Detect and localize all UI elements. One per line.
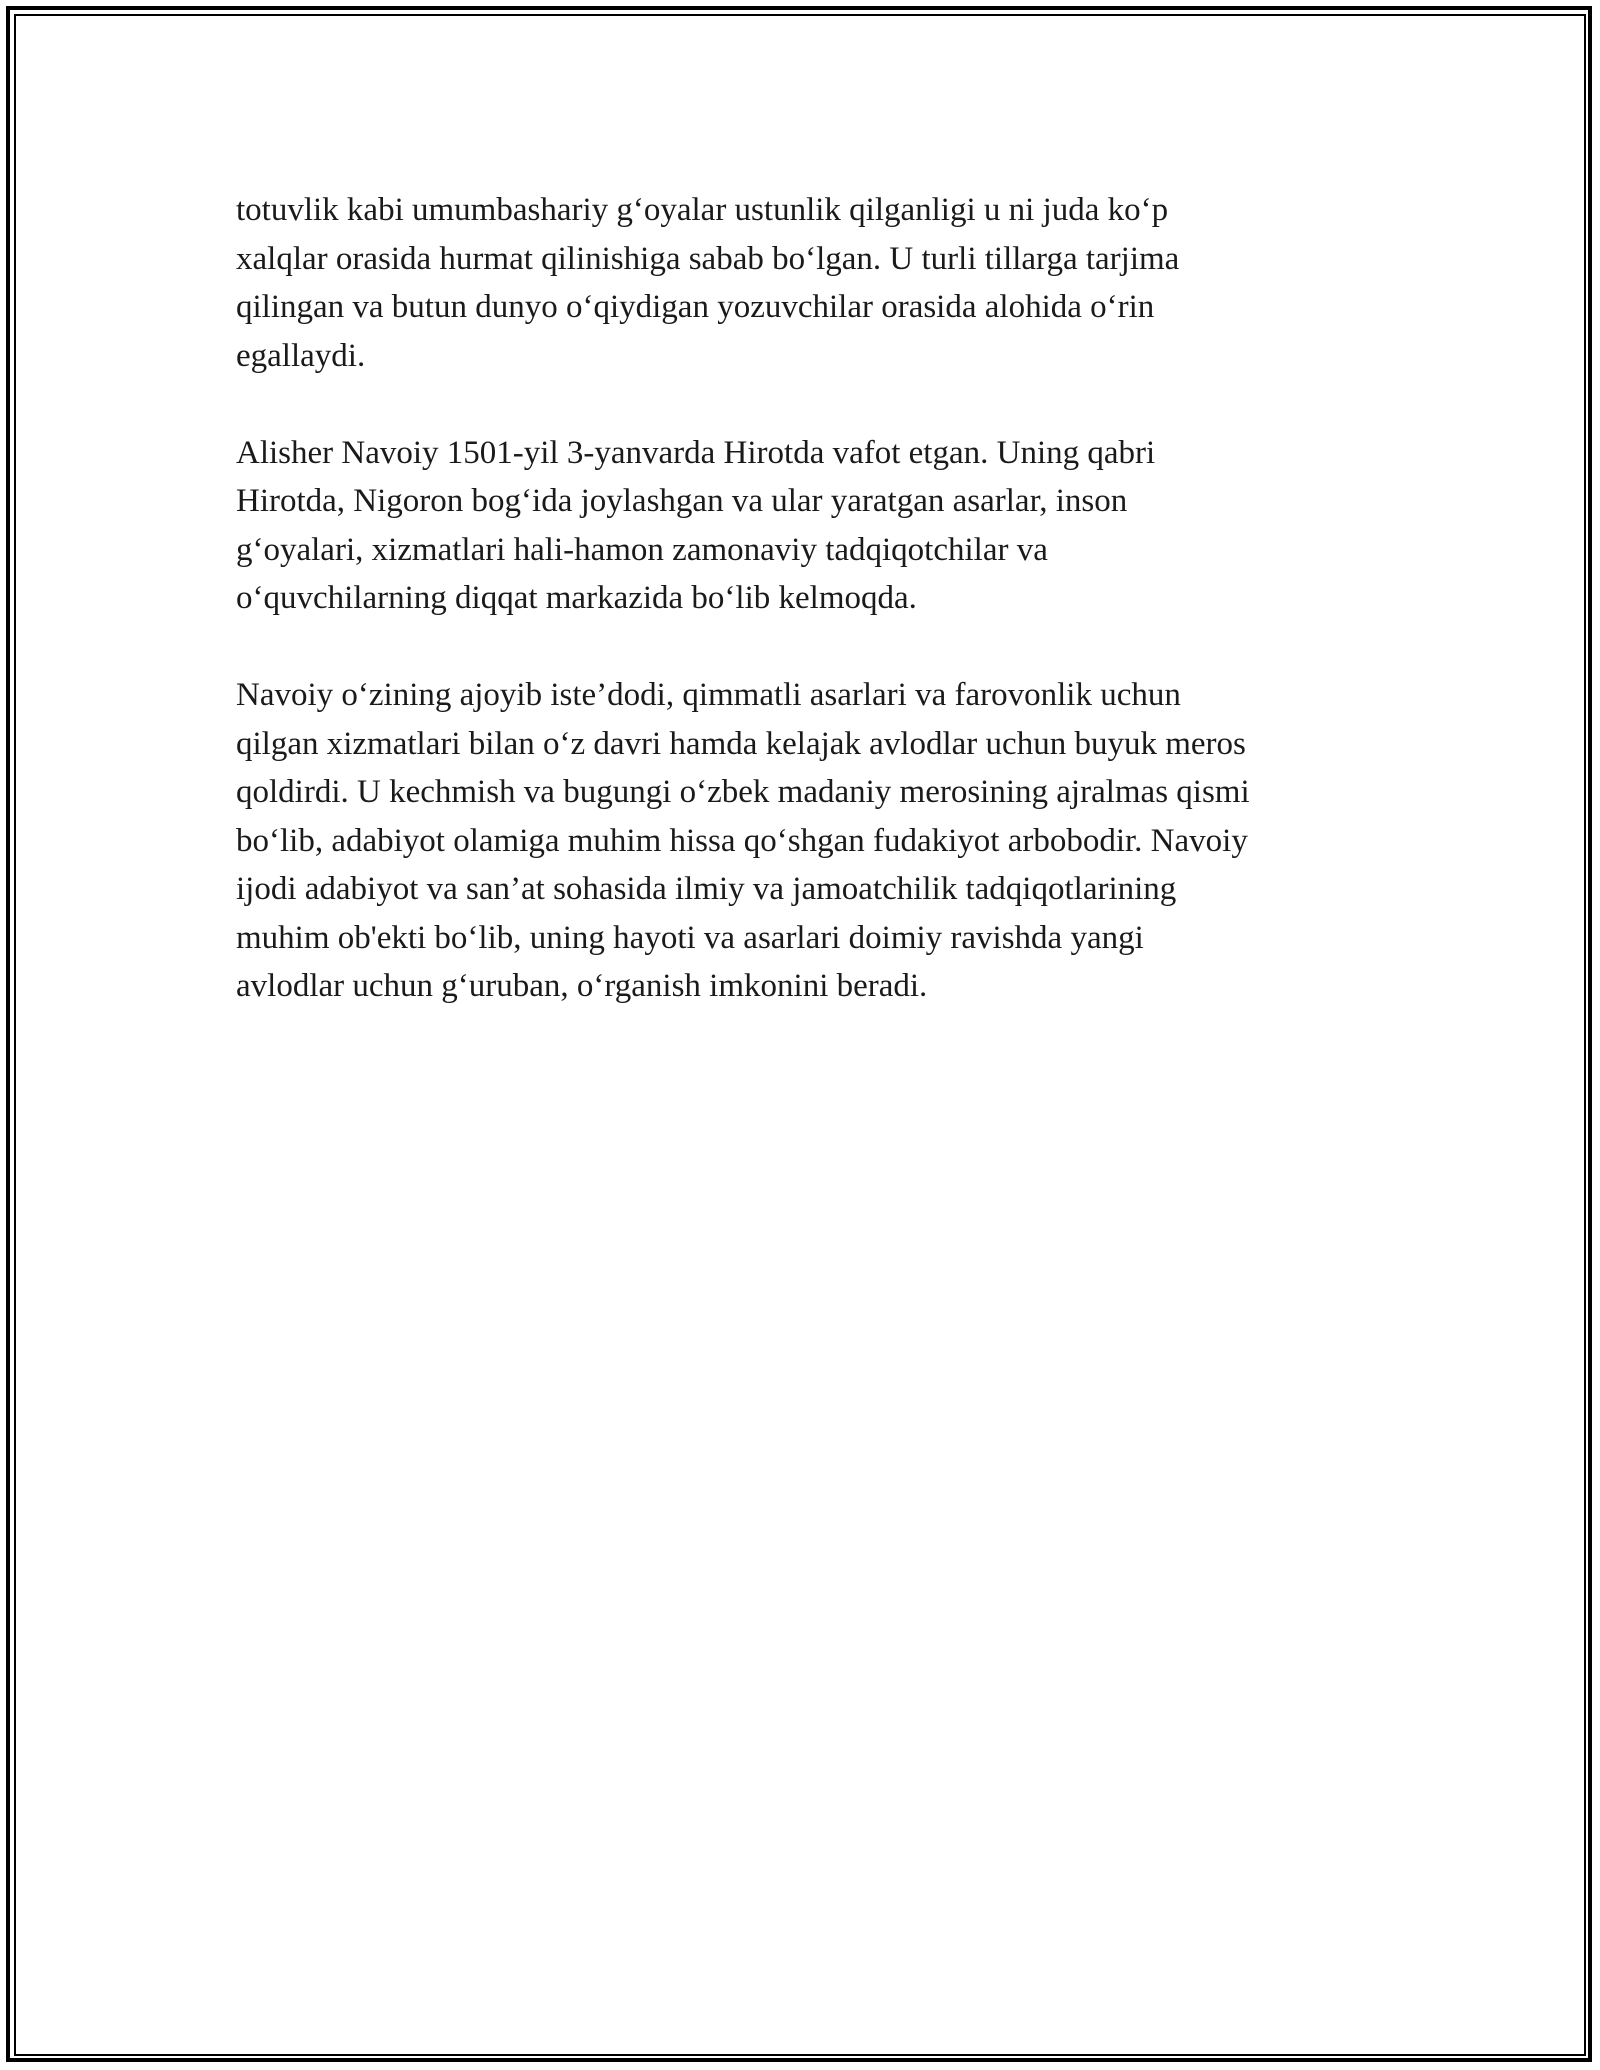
paragraph-3: Navoiy o‘zining ajoyib iste’dodi, qimmatli asarlari va farovonlik uchun qilgan xizmatlari bilan o‘z davri hamda kelajak avlodlar uchun buyuk meros qoldirdi. U kechmish va bugungi o‘zbek madaniy merosining ajralmas qismi bo‘lib, adabiyot olamiga muhim hissa qo‘shgan fudakiyot arbobodir. Navoiy ijodi adabiyot va san’at sohasida ilmiy va jamoatchilik tadqiqotlarining muhim ob'ekti bo‘lib, uning hayoti va asarlari doimiy ravishda yangi avlodlar uchun g‘uruban, o‘rganish imkonini beradi.	[236, 677, 1250, 1004]
paragraph-2: Alisher Navoiy 1501-yil 3-yanvarda Hirotda vafot etgan. Uning qabri Hirotda, Nigoron bog‘ida joylashgan va ular yaratgan asarlar, inson g‘oyalari, xizmatlari hali-hamon zamonaviy tadqiqotchilar va o‘quvchilarning diqqat markazida bo‘lib kelmoqda.	[236, 434, 1156, 616]
paragraph-1: totuvlik kabi umumbashariy g‘oyalar ustunlik qilganligi u ni juda ko‘p xalqlar orasida hurmat qilinishiga sabab bo‘lgan. U turli tillarga tarjima qilingan va butun dunyo o‘qiydigan yozuvchilar orasida alohida o‘rin egallaydi.	[236, 192, 1180, 374]
document-body	[236, 186, 1376, 1059]
